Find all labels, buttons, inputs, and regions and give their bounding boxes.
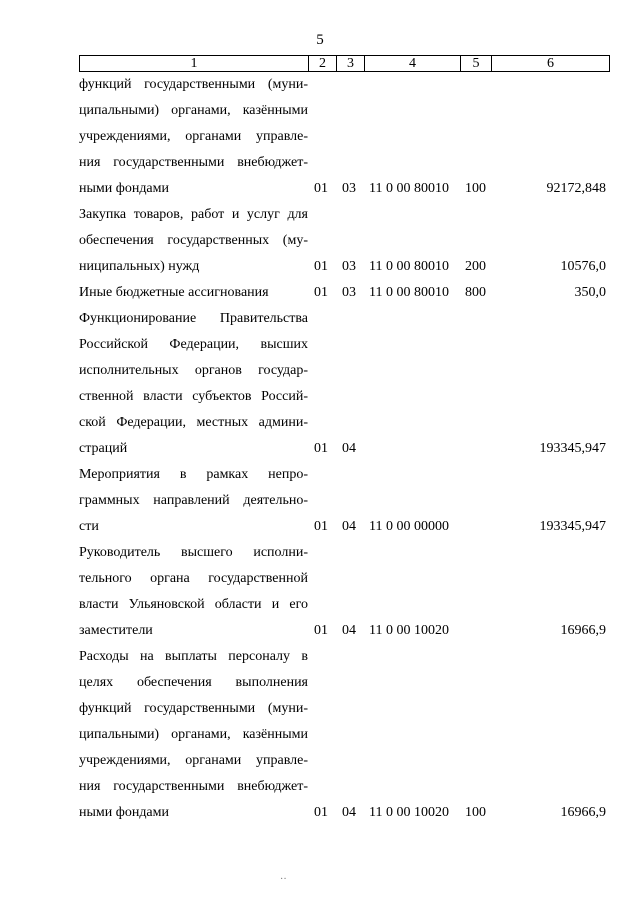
row-name-line: Закупка товаров, работ и услуг для xyxy=(79,207,308,222)
row-name xyxy=(79,202,308,280)
row-name xyxy=(79,462,308,540)
table-row xyxy=(0,540,640,644)
column-header-4: 4 xyxy=(365,56,461,72)
table-row xyxy=(0,462,640,540)
row-subsection-code: 04 xyxy=(342,805,356,820)
table-row xyxy=(0,306,640,462)
row-name-line: ными фондами xyxy=(79,805,170,820)
row-name xyxy=(79,280,308,306)
row-name-line: Руководитель высшего исполни- xyxy=(79,545,308,560)
row-name-line: обеспечения государственных (му- xyxy=(79,233,308,248)
row-name-line: исполнительных органов государ- xyxy=(79,363,308,378)
row-name-line: Мероприятия в рамках непро- xyxy=(79,467,308,482)
row-section-code: 01 xyxy=(314,181,328,196)
row-subsection-code: 03 xyxy=(342,181,356,196)
row-target-article: 11 0 00 10020 xyxy=(369,623,449,638)
row-name-line: ципальными) органами, казёнными xyxy=(79,103,308,118)
row-amount: 16966,9 xyxy=(560,805,606,820)
row-name-line: целях обеспечения выполнения xyxy=(79,675,308,690)
row-target-article: 11 0 00 80010 xyxy=(369,285,449,300)
row-amount: 350,0 xyxy=(574,285,606,300)
row-name xyxy=(79,644,308,826)
row-name-line: функций государственными (муни- xyxy=(79,77,308,92)
row-target-article: 11 0 00 10020 xyxy=(369,805,449,820)
row-name-line: ниципальных) нужд xyxy=(79,259,200,274)
column-header-5: 5 xyxy=(461,56,492,72)
row-name xyxy=(79,72,308,202)
row-name-line: власти Ульяновской области и его xyxy=(79,597,308,612)
row-subsection-code: 03 xyxy=(342,259,356,274)
row-amount: 10576,0 xyxy=(560,259,606,274)
row-name-line: страций xyxy=(79,441,128,456)
table-row xyxy=(0,280,640,306)
table-row xyxy=(0,644,640,826)
row-name-line: граммных направлений деятельно- xyxy=(79,493,308,508)
row-name-line: тельного органа государственной xyxy=(79,571,308,586)
row-subsection-code: 04 xyxy=(342,623,356,638)
row-target-article: 11 0 00 80010 xyxy=(369,259,449,274)
row-name-line: Иные бюджетные ассигнования xyxy=(79,285,269,300)
row-amount: 92172,848 xyxy=(546,181,606,196)
row-expense-type: 200 xyxy=(465,259,486,274)
row-expense-type: 100 xyxy=(465,181,486,196)
column-header-3: 3 xyxy=(337,56,365,72)
column-header-1: 1 xyxy=(80,56,309,72)
row-name-line: ципальными) органами, казёнными xyxy=(79,727,308,742)
row-name-line: ственной власти субъектов Россий- xyxy=(79,389,308,404)
row-name-line: учреждениями, органами управле- xyxy=(79,129,308,144)
row-amount: 16966,9 xyxy=(560,623,606,638)
row-expense-type: 100 xyxy=(465,805,486,820)
row-name-line: ными фондами xyxy=(79,181,170,196)
row-name-line: заместители xyxy=(79,623,153,638)
row-name xyxy=(79,306,308,462)
row-amount: 193345,947 xyxy=(539,519,606,534)
row-subsection-code: 04 xyxy=(342,519,356,534)
row-name-line: ния государственными внебюджет- xyxy=(79,155,308,170)
row-subsection-code: 04 xyxy=(342,441,356,456)
row-name-line: ния государственными внебюджет- xyxy=(79,779,308,794)
table-row xyxy=(0,202,640,280)
row-subsection-code: 03 xyxy=(342,285,356,300)
column-header-2: 2 xyxy=(309,56,337,72)
row-section-code: 01 xyxy=(314,285,328,300)
row-section-code: 01 xyxy=(314,623,328,638)
row-section-code: 01 xyxy=(314,259,328,274)
row-name xyxy=(79,540,308,644)
row-name-line: учреждениями, органами управле- xyxy=(79,753,308,768)
table-row xyxy=(0,72,640,202)
row-section-code: 01 xyxy=(314,519,328,534)
column-header-6: 6 xyxy=(492,56,610,72)
scan-artifact: ·· xyxy=(280,874,287,885)
row-name-line: Российской Федерации, высших xyxy=(79,337,308,352)
row-target-article: 11 0 00 80010 xyxy=(369,181,449,196)
row-name-line: функций государственными (муни- xyxy=(79,701,308,716)
page-number: 5 xyxy=(316,32,324,48)
row-section-code: 01 xyxy=(314,441,328,456)
row-amount: 193345,947 xyxy=(539,441,606,456)
row-name-line: Функционирование Правительства xyxy=(79,311,308,326)
row-expense-type: 800 xyxy=(465,285,486,300)
row-name-line: Расходы на выплаты персоналу в xyxy=(79,649,308,664)
row-name-line: ской Федерации, местных админи- xyxy=(79,415,308,430)
row-target-article: 11 0 00 00000 xyxy=(369,519,449,534)
row-section-code: 01 xyxy=(314,805,328,820)
row-name-line: сти xyxy=(79,519,99,534)
